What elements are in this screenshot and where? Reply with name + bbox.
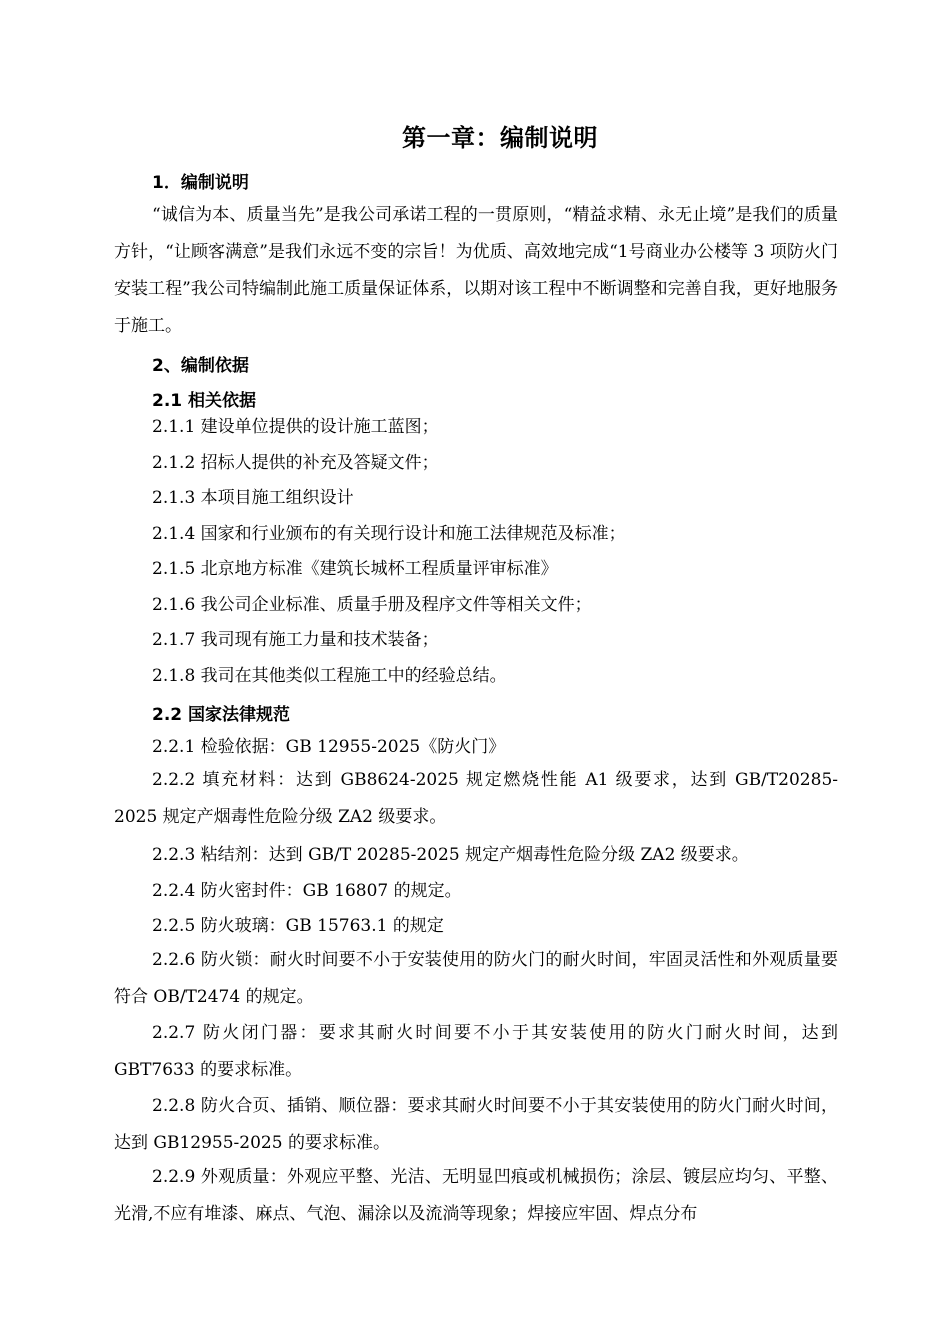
list-item: 2.2.4 防火密封件：GB 16807 的规定。 — [152, 881, 462, 901]
list-item: 2.1.2 招标人提供的补充及答疑文件； — [152, 453, 439, 473]
list-item: 2.2.6 防火锁：耐火时间要不小于安装使用的防火门的耐火时间，牢固灵活性和外观质量要符合 OB/T2474 的规定。 — [114, 950, 838, 1007]
list-item: 2.2.9 外观质量：外观应平整、光洁、无明显凹痕或机械损伤；涂层、镀层应均匀、平整、光滑,不应有堆漆、麻点、气泡、漏涂以及流淌等现象；焊接应牢固、焊点分布 — [114, 1167, 838, 1224]
list-item: 2.1.5 北京地方标准《建筑长城杯工程质量评审标准》 — [152, 559, 558, 579]
section-1-paragraph: “诚信为本、质量当先”是我公司承诺工程的一贯原则，“精益求精、永无止境”是我们的质量方针，“让顾客满意”是我们永远不变的宗旨！为优质、高效地完成“1号商业办公楼等 3 项防火门安装工程”我公司特编制此施工质量保证体系，以期对该工程中不断调整和完善自我，更好地服务于施工。 — [114, 205, 838, 336]
section-2-1-heading: 2.1 相关依据 — [152, 391, 257, 411]
list-item: 2.2.2 填充材料：达到 GB8624-2025 规定燃烧性能 A1 级要求，达到 GB/T20285-2025 规定产烟毒性危险分级 ZA2 级要求。 — [114, 770, 838, 827]
section-1-heading: 1．编制说明 — [152, 173, 249, 193]
list-item: 2.2.3 粘结剂：达到 GB/T 20285-2025 规定产烟毒性危险分级 ZA2 级要求。 — [152, 845, 749, 865]
list-item: 2.1.8 我司在其他类似工程施工中的经验总结。 — [152, 666, 507, 686]
list-item: 2.2.7 防火闭门器：要求其耐火时间要不小于其安装使用的防火门耐火时间，达到 GBT7633 的要求标准。 — [114, 1023, 838, 1080]
section-2-2-heading: 2.2 国家法律规范 — [152, 705, 291, 725]
chapter-title: 第一章：编制说明 — [402, 124, 598, 152]
section-2-heading: 2、编制依据 — [152, 356, 249, 376]
list-item: 2.2.8 防火合页、插销、顺位器：要求其耐火时间要不小于其安装使用的防火门耐火时间，达到 GB12955-2025 的要求标准。 — [114, 1096, 838, 1153]
list-item: 2.2.5 防火玻璃：GB 15763.1 的规定 — [152, 916, 444, 936]
list-item: 2.1.1 建设单位提供的设计施工蓝图； — [152, 417, 439, 437]
list-item: 2.1.6 我公司企业标准、质量手册及程序文件等相关文件； — [152, 595, 592, 615]
list-item: 2.1.3 本项目施工组织设计 — [152, 488, 354, 508]
list-item: 2.1.7 我司现有施工力量和技术装备； — [152, 630, 439, 650]
list-item: 2.1.4 国家和行业颁布的有关现行设计和施工法律规范及标准； — [152, 524, 626, 544]
list-item: 2.2.1 检验依据：GB 12955-2025《防火门》 — [152, 737, 506, 757]
